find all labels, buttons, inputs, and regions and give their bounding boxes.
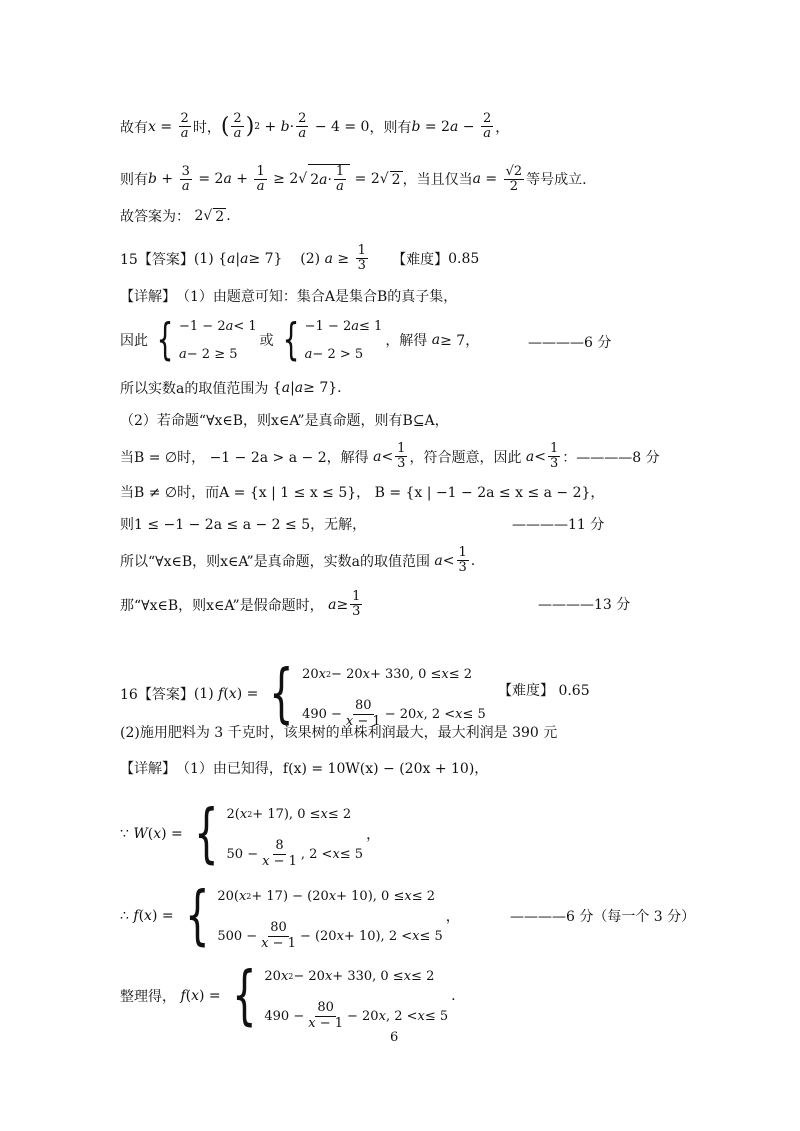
text: ，当且仅当 bbox=[402, 172, 473, 189]
text: ，则有 bbox=[369, 119, 412, 136]
score-mark: ————13 分 bbox=[538, 597, 631, 613]
q16-answer: 16【答案】 (1) f ( x ) = { 20 x 2 − 20 x + 330, 0 ≤ x ≤ 2 490 − $\frac{80}{x - 1}$ − 20 x , 2 < x ≤ 5 bbox=[120, 657, 486, 731]
q15-range: 所以实数a的取值范围为 { a | a ≥ 7}. bbox=[120, 380, 342, 397]
text: 所以实数a的取值范围为 bbox=[120, 381, 269, 397]
q15-true: 所以“∀x∈B，则x∈A”是真命题，实数a的取值范围 a < $\frac{1}{3}$ . bbox=[120, 545, 476, 576]
text: ，符合题意，因此 bbox=[409, 449, 522, 466]
text: ，解得 bbox=[385, 333, 428, 349]
text: 那“∀x∈B，则x∈A”是假命题时， bbox=[120, 597, 324, 614]
q16-therefore: ∴ f ( x ) = { 20( x 2 + 17) − (20 x + 10), 0 ≤ x ≤ 2 500 − $\frac{80}{x - 1}$ − (20 x + 10), 2 < x ≤ 5 ， bbox=[120, 879, 460, 953]
text: 因此 bbox=[120, 333, 148, 349]
text: 当B = ∅时， bbox=[120, 449, 206, 466]
text: （2）若命题“∀x∈B，则x∈A”是真命题，则有B⊆A， bbox=[120, 413, 449, 429]
answer-label: 16【答案】 bbox=[120, 687, 194, 703]
text: −1 − 2a > a − 2，解得 bbox=[209, 449, 369, 466]
score-mark: ————6 分（每一个 3 分） bbox=[510, 909, 696, 925]
q15-answer: 15【答案】 (1) { a | a ≥ 7} (2) a ≥ $\frac{1}{3}$ 【难度】 0.85 bbox=[120, 243, 480, 274]
q15-part2 bbox=[120, 410, 449, 430]
text: 或 bbox=[259, 333, 274, 349]
text: 则1 ≤ −1 − 2a ≤ a − 2 ≤ 5，无解， bbox=[120, 517, 367, 533]
detail-label: 【详解】 bbox=[120, 289, 176, 305]
text: （1）由题意可知：集合A是集合B的真子集， bbox=[176, 289, 458, 305]
text: 故答案为： bbox=[120, 209, 190, 225]
text: (2) bbox=[300, 250, 321, 267]
text: ∴ bbox=[120, 908, 129, 924]
q16-part2 bbox=[120, 722, 557, 742]
detail-label: 【详解】 bbox=[120, 761, 176, 777]
q16-detail-1 bbox=[120, 758, 488, 778]
q15-false: 那“∀x∈B，则x∈A”是假命题时， a ≥ $\frac{1}{3}$ bbox=[120, 589, 361, 620]
line-2: 则有 b + $\frac{3}{a}$ = 2 a + $\frac{1}{a}$ ≥ 2√ 2a· $\frac{1}{a}$ = 2√ 2 ，当且仅当 a = $\frac{√2}{2}$ 等号成立. bbox=[120, 163, 587, 195]
text: f(x) = 10W(x) − (20x + 10)， bbox=[282, 761, 489, 777]
text: ， bbox=[495, 119, 510, 136]
q15-empty-case: 当B = ∅时， −1 − 2a > a − 2，解得 a < $\frac{1}{3}$ ，符合题意，因此 a < $\frac{1}{3}$ ：————8 分 bbox=[120, 441, 660, 472]
difficulty bbox=[498, 680, 590, 700]
q16-arrange: 整理得， f ( x ) = { 20 x 2 − 20 x + 330, 0 ≤ x ≤ 2 490 − $\frac{80}{x - 1}$ − 20 x , 2 < x ≤ 5 . bbox=[120, 959, 456, 1033]
difficulty-value: 0.85 bbox=[448, 250, 480, 267]
line-3: 故答案为： 2√ 2 . bbox=[120, 208, 231, 225]
q15-detail-1 bbox=[120, 286, 457, 306]
score-mark: ————11 分 bbox=[512, 517, 605, 533]
text: 当B ≠ ∅时，而A = {x | 1 ≤ x ≤ 5}， B = {x | −1 − 2a ≤ x ≤ a − 2}， bbox=[120, 485, 605, 501]
score-mark: ————6 分 bbox=[528, 335, 612, 351]
answer-label: 15【答案】 bbox=[120, 251, 194, 268]
score-mark: ：————8 分 bbox=[562, 449, 660, 466]
difficulty-label: 【难度】 bbox=[498, 683, 554, 699]
text: 时， bbox=[192, 119, 221, 136]
text: 等号成立. bbox=[526, 172, 587, 189]
q15-nonempty-case bbox=[120, 482, 604, 502]
text: (2)施用肥料为 3 千克时，该果树的单株利润最大，最大利润是 390 元 bbox=[120, 725, 558, 741]
q15-system: 因此 { −1 − 2 a < 1 a − 2 ≥ 5 或 { −1 − 2 a ≤ 1 a − 2 > 5 ，解得 a ≥ 7， bbox=[120, 314, 480, 365]
q15-nosolution bbox=[120, 514, 366, 534]
difficulty-value: 0.65 bbox=[558, 683, 590, 699]
text: (1) bbox=[193, 250, 214, 267]
page-number: 6 bbox=[390, 1030, 399, 1045]
text: 所以“∀x∈B，则x∈A”是真命题，实数a的取值范围 bbox=[120, 553, 430, 570]
text: （1）由已知得， bbox=[176, 761, 283, 777]
line-1: 故有 x = $\frac{2}{a}$ 时， ( $\frac{2}{a}$ ) 2 + b · $\frac{2}{a}$ − 4 = 0 ，则有 b = 2 a − $\frac{2}{a}$ ， bbox=[120, 111, 510, 142]
text: 则有 bbox=[120, 172, 148, 189]
text: ∵ bbox=[120, 826, 129, 842]
difficulty-label: 【难度】 bbox=[392, 251, 449, 268]
text: (1) bbox=[193, 686, 214, 702]
text: 整理得， bbox=[120, 989, 176, 1005]
q16-because: ∵ W ( x ) = { 2( x 2 + 17), 0 ≤ x ≤ 2 50 − $\frac{8}{x - 1}$ , 2 < x ≤ 5 ， bbox=[120, 797, 381, 871]
text: 故有 bbox=[120, 119, 148, 136]
